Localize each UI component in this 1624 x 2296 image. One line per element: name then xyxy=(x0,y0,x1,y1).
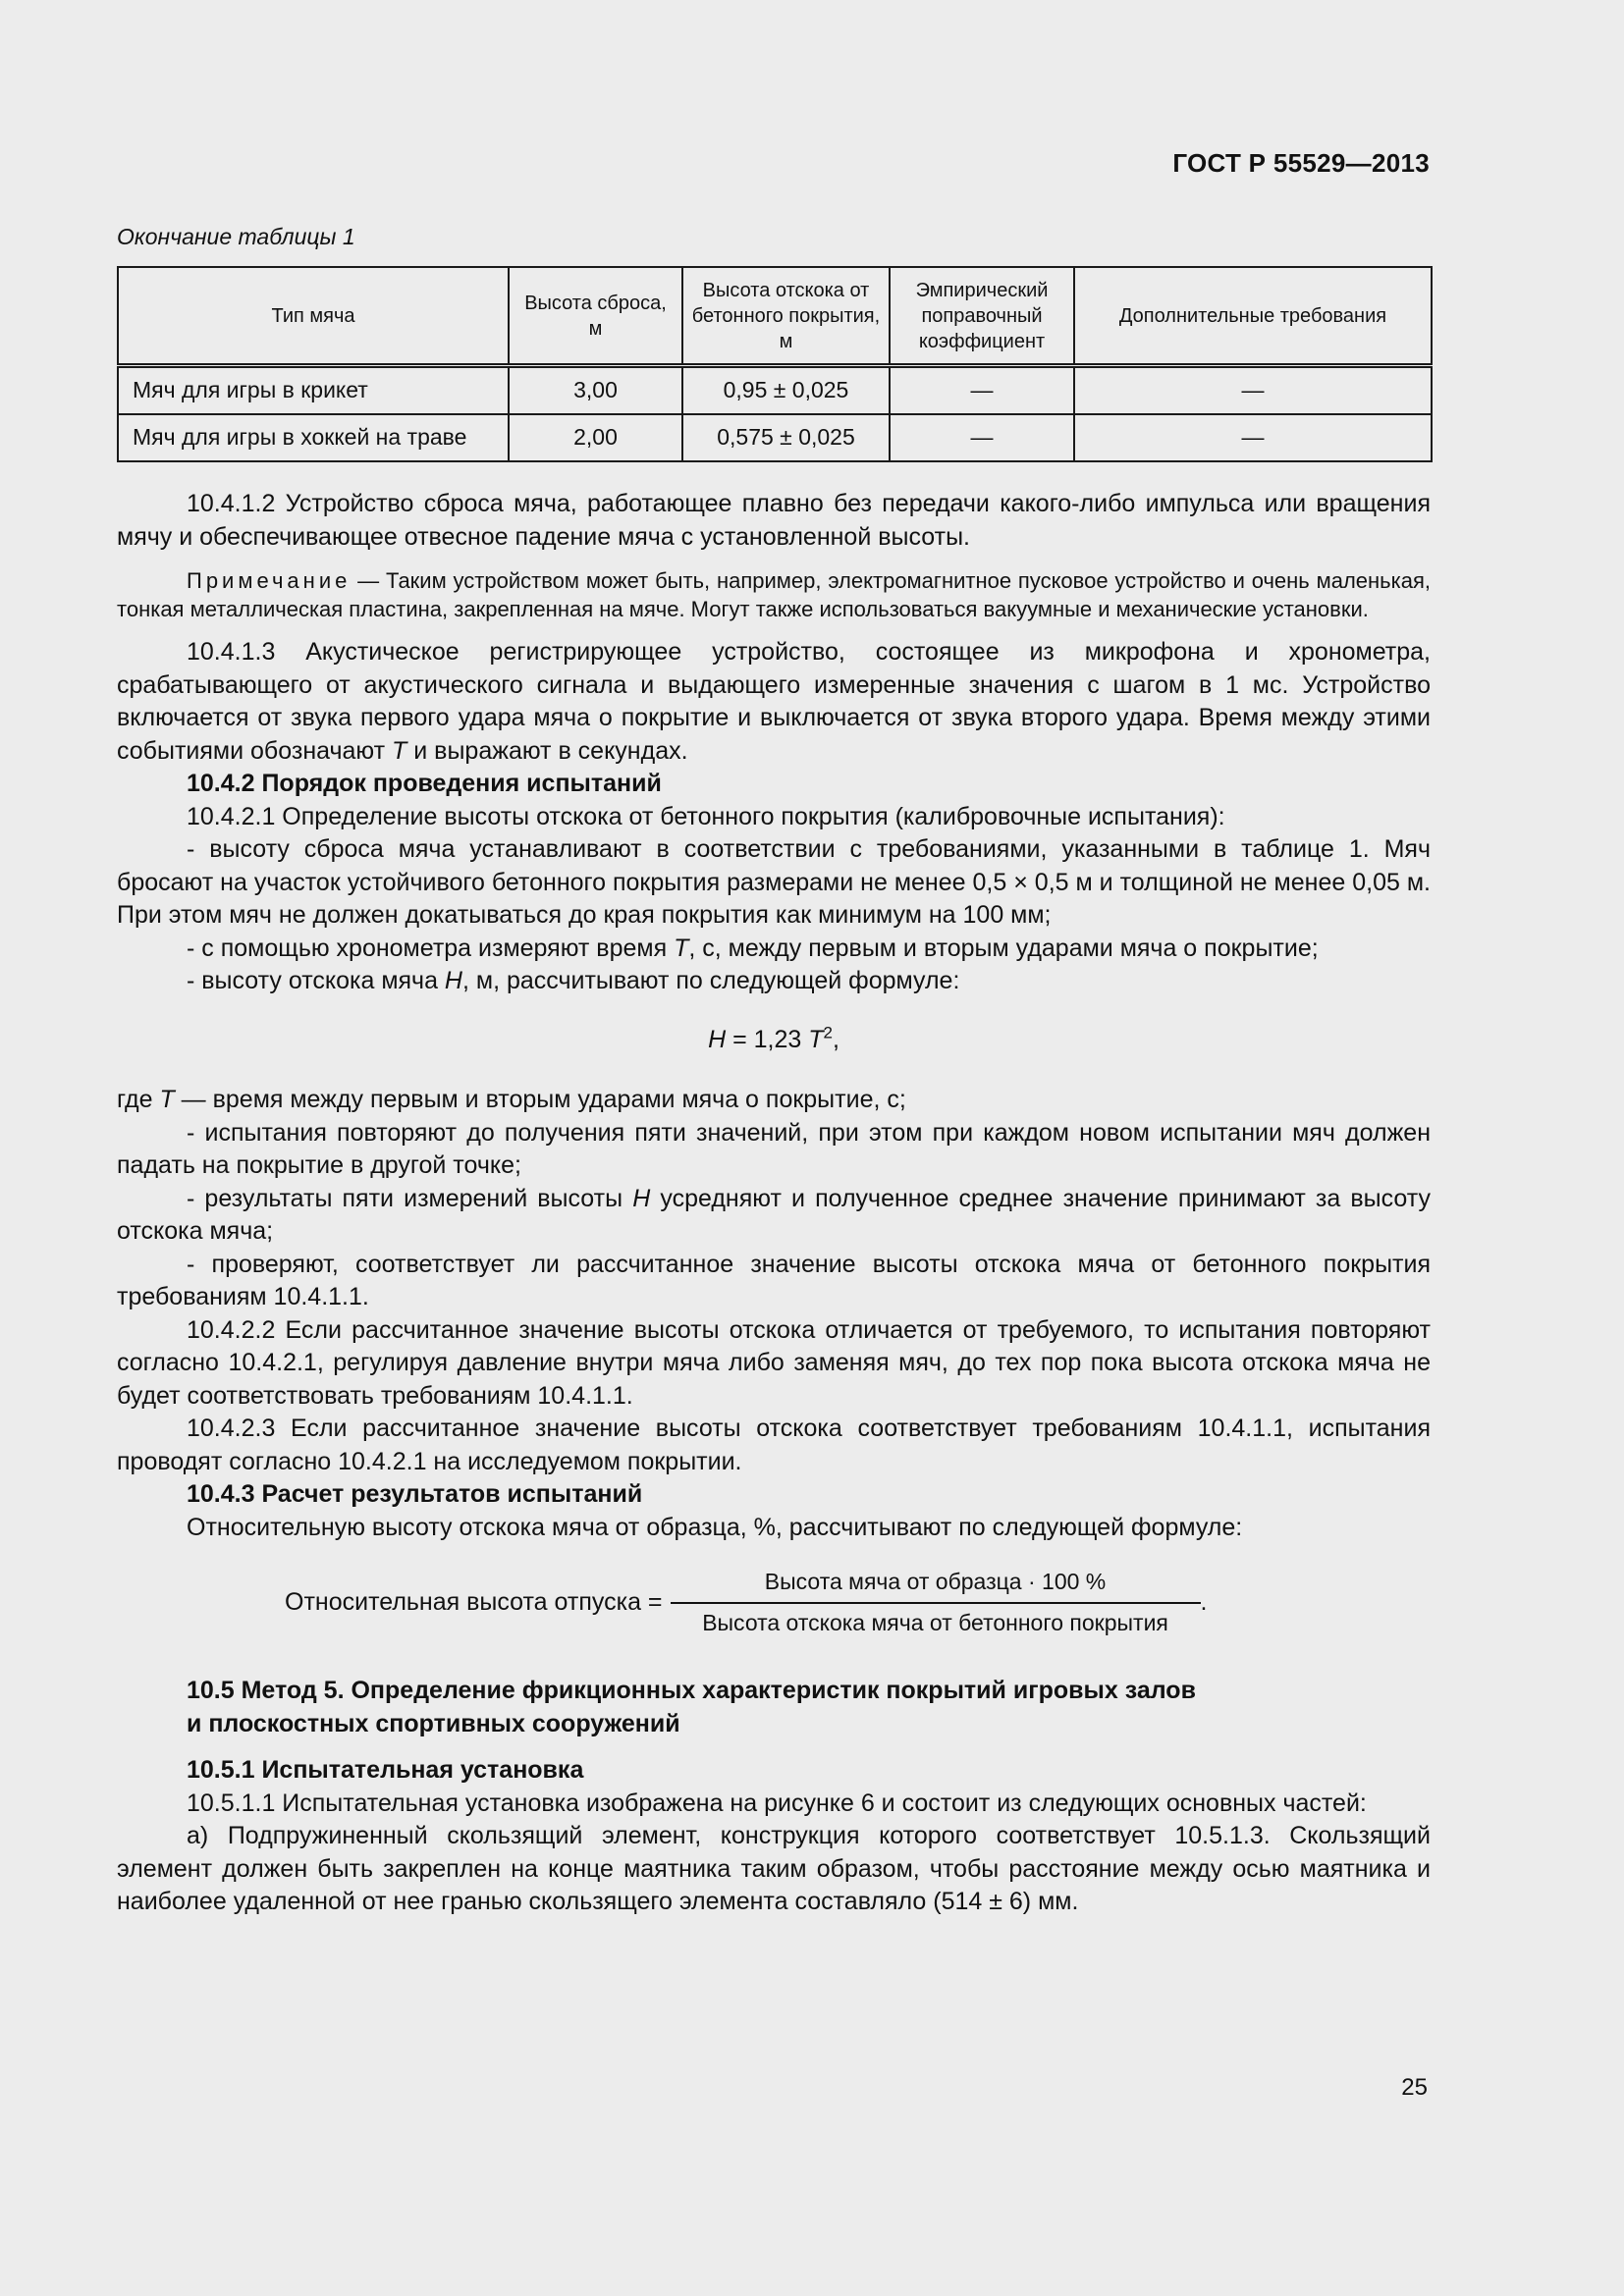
table-cell: — xyxy=(890,414,1074,461)
table-header-cell: Дополнительные требования xyxy=(1074,267,1432,366)
table-cell: 0,95 ± 0,025 xyxy=(682,366,890,415)
table-cell: — xyxy=(1074,366,1432,415)
variable-t: Т xyxy=(392,736,407,765)
text-run: усредняют и полученное среднее значение принимают за высоту отскока мяча; xyxy=(117,1184,1431,1245)
text-run: и выражают в секундах. xyxy=(406,736,688,765)
heading-line: и плоскостных спортивных сооружений xyxy=(187,1709,680,1737)
table-cell: Мяч для игры в крикет xyxy=(118,366,509,415)
variable-t: Т xyxy=(808,1025,824,1053)
relative-height-formula xyxy=(285,1566,1431,1639)
table-cell: — xyxy=(890,366,1074,415)
note xyxy=(117,566,1431,623)
variable-h: Н xyxy=(444,967,462,994)
ball-spec-table xyxy=(117,266,1433,462)
text-run: - результаты пяти измерений высоты xyxy=(187,1184,633,1212)
table-header-cell: Эмпирический поправочный коэффициент xyxy=(890,267,1074,366)
paragraph-10-4-1-2: 10.4.1.2 Устройство сброса мяча, работающее плавно без передачи какого-либо импульса или вращения мячу и обеспечивающее отвесное падение мяча с установленной высоты. xyxy=(117,490,1431,551)
table-row xyxy=(118,366,1432,415)
text-run: , xyxy=(832,1025,839,1053)
paragraph-item-a: а) Подпружиненный скользящий элемент, конструкция которого соответствует 10.5.1.3. Скользящий элемент должен быть закреплен на конце маятника таким образом, чтобы расстояние между осью маятника и наиболее удаленной от нее гранью скользящего элемента составляло (514 ± 6) мм. xyxy=(117,1822,1431,1915)
table-cell: — xyxy=(1074,414,1432,461)
list-item xyxy=(117,965,1431,998)
height-formula xyxy=(117,1024,1431,1057)
variable-h: Н xyxy=(708,1025,727,1053)
heading-10-5-1: 10.5.1 Испытательная установка xyxy=(187,1756,584,1784)
table-row xyxy=(118,414,1432,461)
text-run: - высоту отскока мяча xyxy=(187,967,445,994)
table-header-cell: Высота отскока от бетонного покрытия, м xyxy=(682,267,890,366)
page-content xyxy=(117,222,1431,1919)
paragraph-10-4-2-3: 10.4.2.3 Если рассчитанное значение высоты отскока соответствует требованиям 10.4.1.1, испытания проводят согласно 10.4.2.1 на исследуемом покрытии. xyxy=(117,1415,1431,1475)
text-run: где xyxy=(117,1086,160,1113)
table-cell: 3,00 xyxy=(509,366,682,415)
heading-10-4-2: 10.4.2 Порядок проведения испытаний xyxy=(187,770,662,797)
paragraph-10-4-2-1: 10.4.2.1 Определение высоты отскока от бетонного покрытия (калибровочные испытания): xyxy=(187,802,1225,830)
page-number: 25 xyxy=(1401,2074,1428,2101)
fraction-numerator: Высота мяча от образца · 100 % xyxy=(764,1569,1107,1594)
paragraph-10-5-1-1: 10.5.1.1 Испытательная установка изображена на рисунке 6 и состоит из следующих основных частей: xyxy=(187,1789,1367,1817)
paragraph-10-4-2-2: 10.4.2.2 Если рассчитанное значение высоты отскока отличается от требуемого, то испытания повторяют согласно 10.4.2.1, регулируя давление внутри мяча либо заменяя мяч, до тех пор пока высота отскока мяча не будет соответствовать требованиям 10.4.1.1. xyxy=(117,1315,1431,1410)
list-item xyxy=(117,1183,1431,1249)
fraction-denominator: Высота отскока мяча от бетонного покрытия xyxy=(702,1609,1168,1635)
table-header-cell: Высота сброса, м xyxy=(509,267,682,366)
variable-t: Т xyxy=(674,934,689,962)
note-label: Примечание xyxy=(187,568,352,593)
exponent: 2 xyxy=(823,1023,833,1042)
list-item: - высоту сброса мяча устанавливают в соответствии с требованиями, указанными в таблице 1. Мяч бросают на участок устойчивого бетонного покрытия размерами не менее 0,5 × 0,5 м и толщиной не менее 0,05 м. При этом мяч не должен докатываться до края покрытия как минимум на 100 мм; xyxy=(117,835,1431,929)
table-cell: 2,00 xyxy=(509,414,682,461)
table-caption: Окончание таблицы 1 xyxy=(117,224,355,249)
paragraph-10-4-1-3 xyxy=(117,636,1431,768)
where-clause xyxy=(117,1084,1431,1117)
text-run: , с, между первым и вторым ударами мяча о покрытие; xyxy=(688,934,1319,962)
heading-10-5 xyxy=(117,1675,1431,1740)
list-item xyxy=(117,933,1431,966)
text-run: — время между первым и вторым ударами мяча о покрытие, с; xyxy=(174,1086,906,1113)
formula-tail: . xyxy=(1200,1587,1208,1616)
variable-t: Т xyxy=(159,1086,175,1113)
variable-h: Н xyxy=(632,1184,651,1212)
formula-lhs: Относительная высота отпуска = xyxy=(285,1587,663,1616)
table-cell: 0,575 ± 0,025 xyxy=(682,414,890,461)
table-cell: Мяч для игры в хоккей на траве xyxy=(118,414,509,461)
heading-10-4-3: 10.4.3 Расчет результатов испытаний xyxy=(187,1480,643,1508)
list-item: - проверяют, соответствует ли рассчитанное значение высоты отскока мяча от бетонного покрытия требованиям 10.4.1.1. xyxy=(117,1250,1431,1310)
paragraph-10-4-3: Относительную высоту отскока мяча от образца, %, рассчитывают по следующей формуле: xyxy=(187,1513,1243,1541)
table-header-cell: Тип мяча xyxy=(118,267,509,366)
text-run: - с помощью хронометра измеряют время xyxy=(187,934,675,962)
table-header-row xyxy=(118,267,1432,366)
text-run: , м, рассчитывают по следующей формуле: xyxy=(461,967,960,994)
fraction xyxy=(671,1566,1201,1639)
list-item: - испытания повторяют до получения пяти значений, при этом при каждом новом испытании мяч должен падать на покрытие в другой точке; xyxy=(117,1118,1431,1179)
document-code: ГОСТ Р 55529—2013 xyxy=(1172,148,1430,178)
text-run: = 1,23 xyxy=(726,1025,809,1053)
heading-line: 10.5 Метод 5. Определение фрикционных характеристик покрытий игровых залов xyxy=(187,1677,1196,1704)
note-text: — Таким устройством может быть, например, электромагнитное пусковое устройство и очень маленькая, тонкая металлическая пластина, закрепленная на мяче. Могут также использоваться вакуумные и механические установки. xyxy=(117,568,1431,621)
text-run: 10.4.1.3 Акустическое регистрирующее устройство, состоящее из микрофона и хронометра, срабатывающего от акустического сигнала и выдающего измеренные значения с шагом в 1 мс. Устройство включается от звука первого удара мяча о покрытие и выключается от звука второго удара. Время между этими событиями обозначают xyxy=(117,638,1431,765)
